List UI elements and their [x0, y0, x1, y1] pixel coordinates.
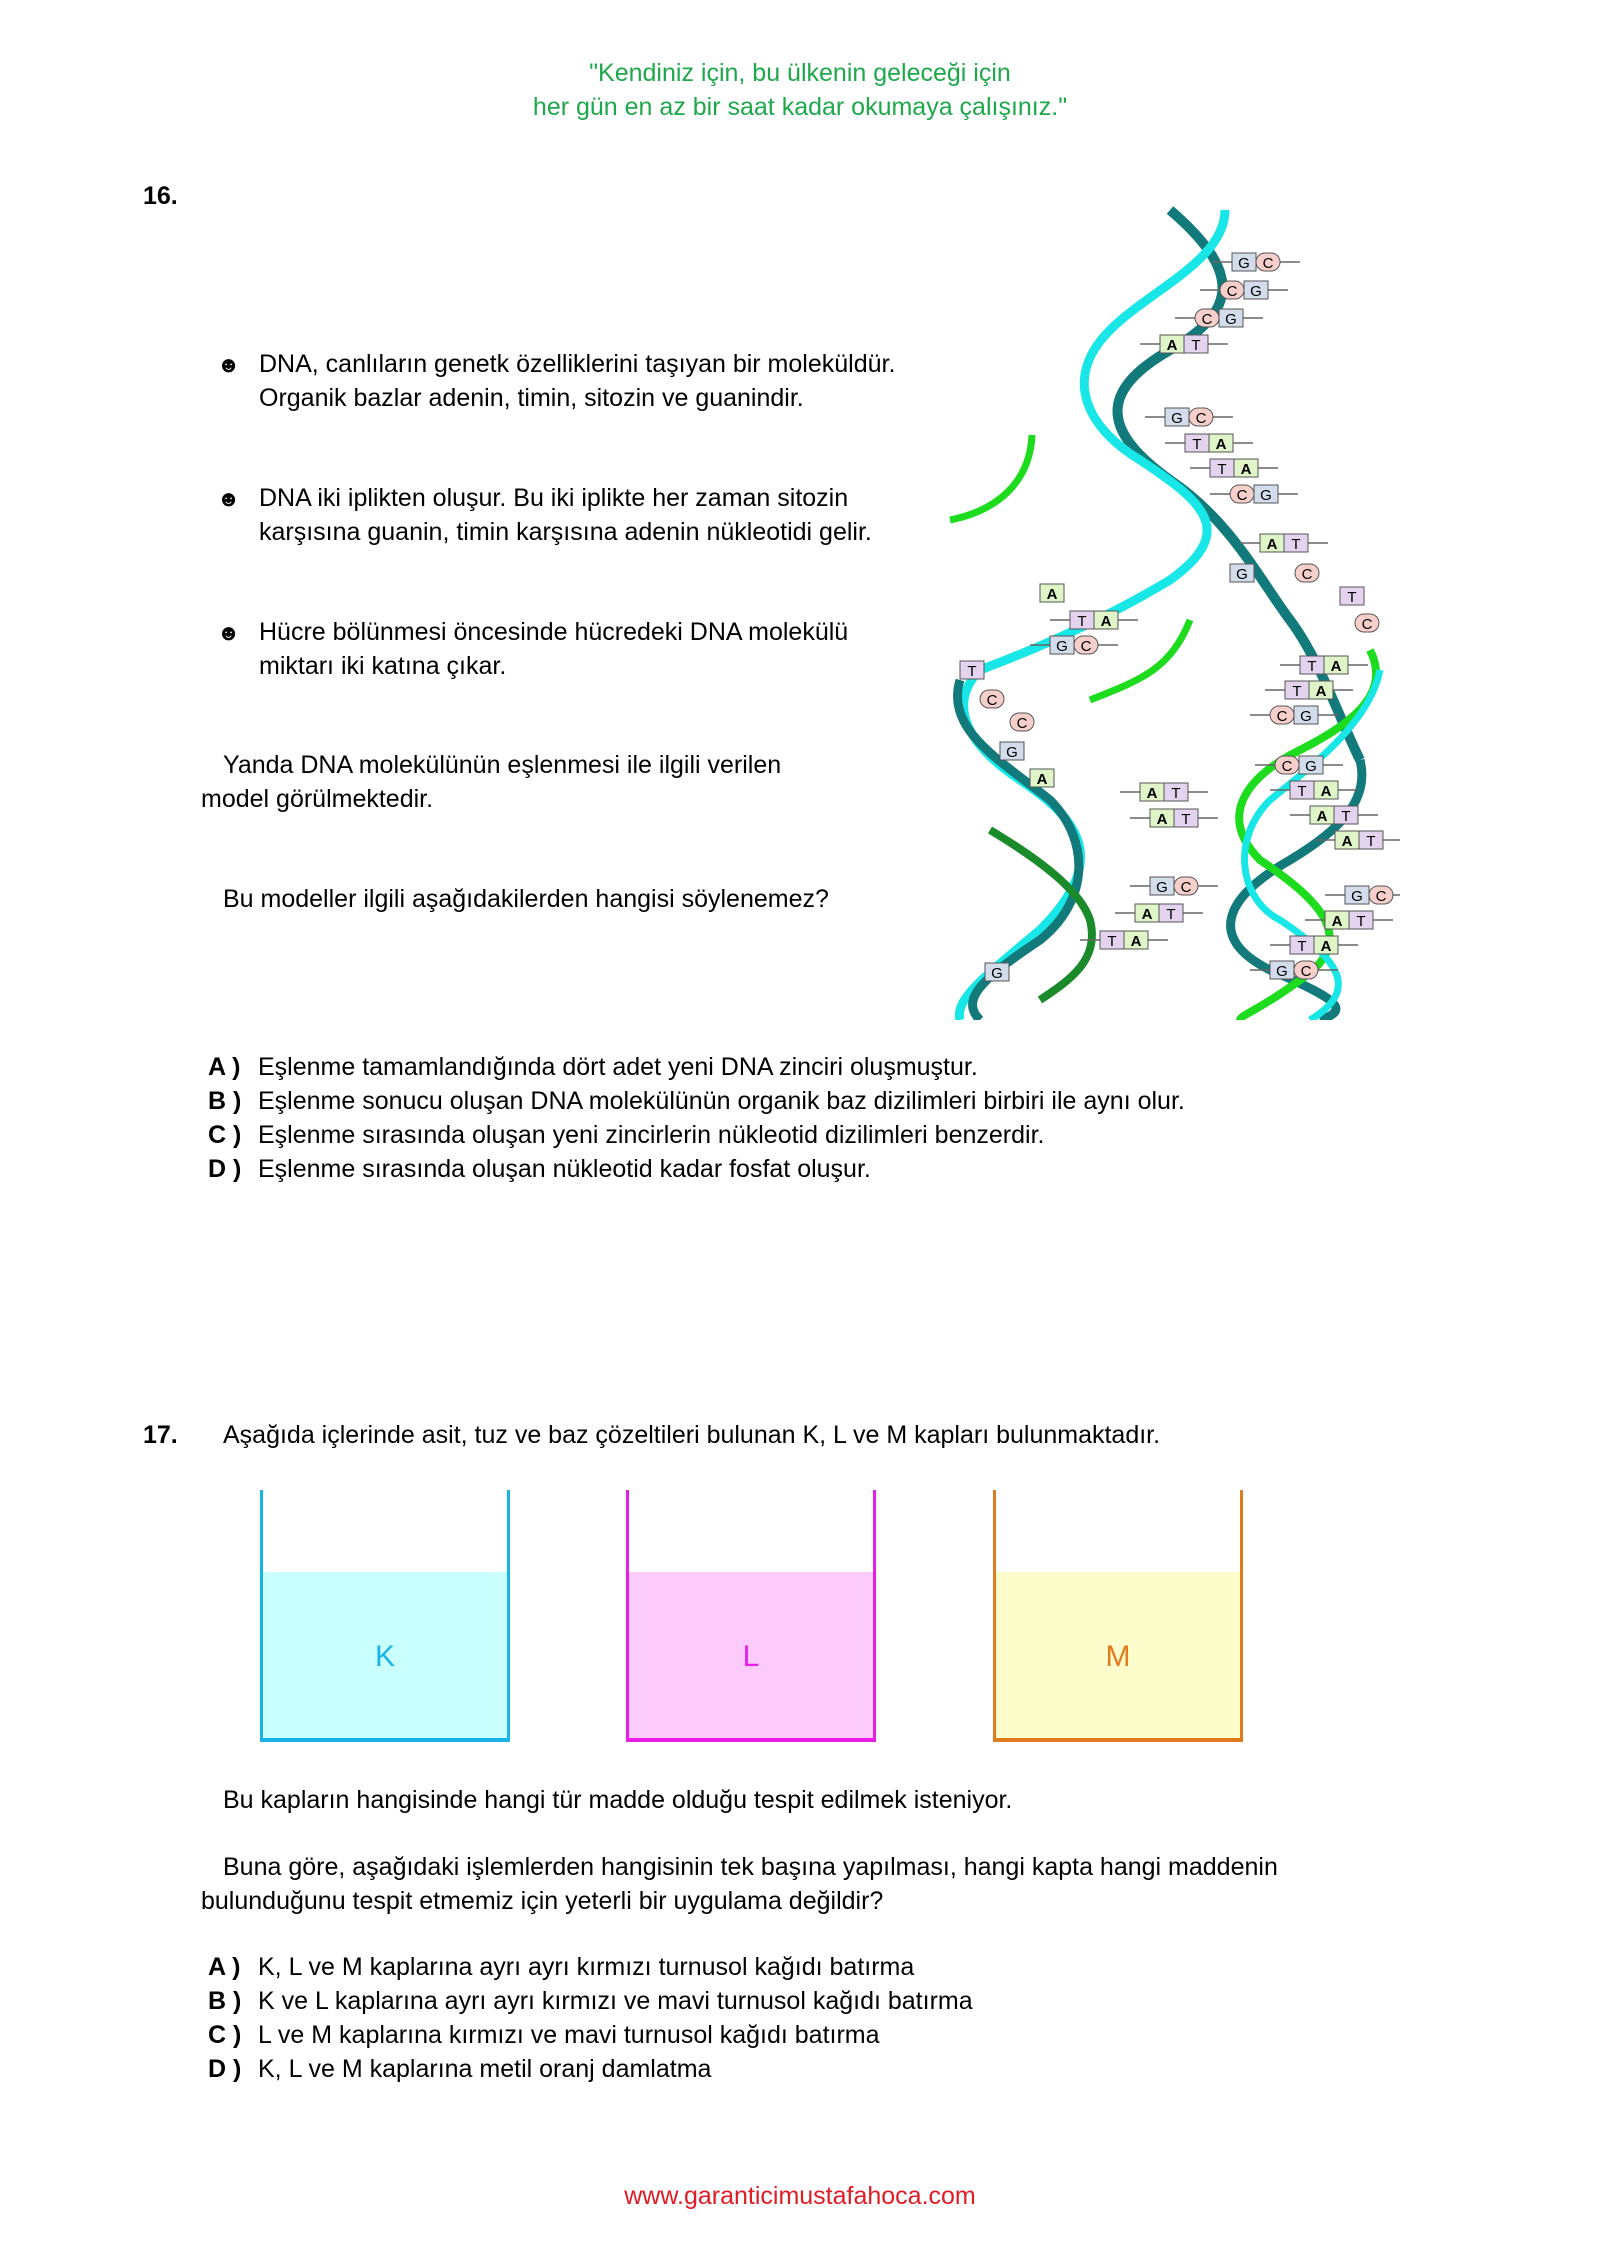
motto-line-1: "Kendiniz için, bu ülkenin geleceği için	[589, 59, 1011, 87]
svg-text:A: A	[1215, 436, 1227, 453]
nucleotide-a	[1124, 931, 1148, 950]
nucleotide-g	[1254, 485, 1278, 504]
svg-text:C: C	[1301, 566, 1313, 583]
svg-text:A: A	[1320, 938, 1332, 955]
nucleotide-g	[1232, 253, 1256, 272]
q17-option-a[interactable]	[208, 1950, 973, 1984]
q16-bullet-3-line-1: Hücre bölünmesi öncesinde hücredeki DNA molekülü	[259, 618, 849, 646]
svg-text:A: A	[1036, 771, 1048, 788]
nucleotide-g	[1230, 564, 1254, 583]
nucleotide-g	[1270, 961, 1294, 980]
q17-question-line-2: bulunduğunu tespit etmemiz için yeterli bir uygulama değildir?	[201, 1887, 884, 1915]
svg-text:G: G	[1056, 638, 1068, 655]
nucleotide-t	[1185, 434, 1209, 453]
svg-text:C: C	[1361, 616, 1373, 633]
nucleotide-a	[1094, 611, 1118, 630]
q16-option-a[interactable]	[208, 1050, 1185, 1084]
svg-text:T: T	[1291, 536, 1301, 553]
svg-text:T: T	[1366, 833, 1376, 850]
svg-text:C: C	[1236, 487, 1248, 504]
q16-bullet-3-line-2: miktarı iki katına çıkar.	[259, 652, 507, 680]
q16-bullet-2-line-2: karşısına guanin, timin karşısına adenin nükleotidi gelir.	[259, 518, 872, 546]
svg-text:A: A	[1316, 808, 1328, 825]
option-letter: B )	[208, 1087, 242, 1115]
nucleotide-g	[1244, 281, 1268, 300]
svg-text:C: C	[1016, 715, 1028, 732]
nucleotide-c	[1256, 253, 1280, 272]
svg-text:A: A	[1130, 933, 1142, 950]
beaker-k	[260, 1490, 510, 1742]
question-17-number: 17.	[143, 1421, 178, 1449]
beaker-m	[993, 1490, 1243, 1742]
question-16-number: 16.	[143, 182, 178, 210]
svg-text:A: A	[1100, 613, 1112, 630]
nucleotide-c	[1010, 713, 1034, 732]
option-text: K, L ve M kaplarına ayrı ayrı kırmızı turnusol kağıdı batırma	[258, 1953, 915, 1981]
beaker-l	[626, 1490, 876, 1742]
option-letter: B )	[208, 1987, 242, 2015]
q16-bullet-2	[217, 481, 872, 549]
footer-website-link[interactable]: www.garanticimustafahoca.com	[624, 2182, 976, 2210]
svg-text:A: A	[1330, 658, 1342, 675]
nucleotide-t	[1159, 904, 1183, 923]
svg-text:T: T	[1171, 785, 1181, 802]
q16-intro-line-1: Yanda DNA molekülünün eşlenmesi ile ilgili verilen	[223, 751, 782, 779]
nucleotide-t	[1340, 587, 1364, 606]
nucleotide-g	[1000, 742, 1024, 761]
option-letter: D )	[208, 2055, 242, 2083]
smiley-bullet-icon: ☻	[217, 620, 241, 645]
nucleotide-c	[1295, 564, 1319, 583]
svg-text:C: C	[1180, 879, 1192, 896]
nucleotide-t	[1174, 809, 1198, 828]
svg-text:G: G	[1250, 283, 1262, 300]
svg-text:C: C	[1276, 708, 1288, 725]
svg-text:T: T	[1297, 938, 1307, 955]
q17-option-b[interactable]	[208, 1984, 973, 2018]
nucleotide-c	[1174, 877, 1198, 896]
option-text: K ve L kaplarına ayrı ayrı kırmızı ve mavi turnusol kağıdı batırma	[258, 1987, 973, 2015]
svg-text:A: A	[1240, 461, 1252, 478]
motto-line-2: her gün en az bir saat kadar okumaya çalışınız."	[532, 93, 1068, 121]
svg-text:C: C	[1262, 255, 1274, 272]
svg-text:C: C	[1080, 638, 1092, 655]
q17-intro: Aşağıda içlerinde asit, tuz ve baz çözeltileri bulunan K, L ve M kapları bulunmaktadır.	[223, 1421, 1161, 1449]
nucleotide-a	[1209, 434, 1233, 453]
q16-bullet-2-line-1: DNA iki iplikten oluşur. Bu iki iplikte her zaman sitozin	[259, 484, 849, 512]
option-letter: D )	[208, 1155, 242, 1183]
beaker-label: K	[374, 1640, 395, 1673]
nucleotide-a	[1310, 806, 1334, 825]
nucleotide-t	[1334, 806, 1358, 825]
svg-text:T: T	[1181, 811, 1191, 828]
nucleotide-g	[1299, 756, 1323, 775]
svg-text:A: A	[1146, 785, 1158, 802]
nucleotide-t	[960, 661, 984, 680]
svg-text:A: A	[1266, 536, 1278, 553]
dna-base-pairs	[960, 253, 1400, 982]
svg-text:T: T	[1166, 906, 1176, 923]
svg-text:T: T	[1341, 808, 1351, 825]
nucleotide-g	[1150, 877, 1174, 896]
svg-text:C: C	[1195, 410, 1207, 427]
q16-options	[208, 1050, 1185, 1186]
q16-option-c[interactable]	[208, 1118, 1185, 1152]
svg-text:C: C	[1226, 283, 1238, 300]
nucleotide-c	[1275, 756, 1299, 775]
nucleotide-c	[1294, 961, 1318, 980]
nucleotide-g	[1219, 309, 1243, 328]
nucleotide-t	[1290, 936, 1314, 955]
beaker-label: L	[742, 1640, 760, 1673]
nucleotide-t	[1284, 534, 1308, 553]
nucleotide-g	[1345, 886, 1369, 905]
nucleotide-a	[1324, 656, 1348, 675]
q17-question-line-1: Buna göre, aşağıdaki işlemlerden hangisinin tek başına yapılması, hangi kapta hangi maddenin	[223, 1853, 1278, 1881]
nucleotide-t	[1300, 656, 1324, 675]
nucleotide-c	[1230, 485, 1254, 504]
nucleotide-c	[1355, 614, 1379, 633]
svg-text:G: G	[1351, 888, 1363, 905]
option-text: Eşlenme sırasında oluşan nükleotid kadar fosfat oluşur.	[258, 1155, 871, 1183]
option-text: Eşlenme sonucu oluşan DNA molekülünün organik baz dizilimleri birbiri ile aynı olur.	[258, 1087, 1185, 1115]
svg-text:T: T	[1297, 783, 1307, 800]
nucleotide-t	[1210, 459, 1234, 478]
nucleotide-g	[1165, 408, 1189, 427]
option-letter: C )	[208, 1121, 242, 1149]
nucleotide-t	[1290, 781, 1314, 800]
nucleotide-c	[1074, 636, 1098, 655]
svg-text:G: G	[1300, 708, 1312, 725]
nucleotide-c	[980, 690, 1004, 709]
q17-options	[208, 1950, 973, 2086]
nucleotide-t	[1100, 931, 1124, 950]
svg-text:G: G	[991, 965, 1003, 982]
svg-text:G: G	[1006, 744, 1018, 761]
svg-text:A: A	[1331, 913, 1343, 930]
svg-text:A: A	[1166, 337, 1178, 354]
q16-bullet-1-line-1: DNA, canlıların genetk özelliklerini taşıyan bir moleküldür.	[259, 350, 896, 378]
q16-intro	[201, 748, 781, 816]
nucleotide-a	[1030, 769, 1054, 788]
q17-option-c[interactable]	[208, 2018, 973, 2052]
svg-text:G: G	[1260, 487, 1272, 504]
dna-replication-diagram	[940, 200, 1400, 1020]
option-text: L ve M kaplarına kırmızı ve mavi turnusol kağıdı batırma	[258, 2021, 880, 2049]
q16-option-b[interactable]	[208, 1084, 1185, 1118]
svg-text:T: T	[1292, 683, 1302, 700]
option-letter: A )	[208, 1953, 241, 1981]
svg-text:T: T	[967, 663, 977, 680]
svg-text:G: G	[1225, 311, 1237, 328]
nucleotide-a	[1160, 335, 1184, 354]
svg-text:C: C	[1375, 888, 1387, 905]
nucleotide-t	[1184, 335, 1208, 354]
nucleotide-g	[985, 963, 1009, 982]
svg-text:T: T	[1077, 613, 1087, 630]
svg-text:A: A	[1141, 906, 1153, 923]
q16-bullet-3	[217, 615, 848, 683]
q17-statement: Bu kapların hangisinde hangi tür madde olduğu tespit edilmek isteniyor.	[223, 1786, 1013, 1814]
nucleotide-t	[1359, 831, 1383, 850]
nucleotide-a	[1309, 681, 1333, 700]
q16-bullet-1	[217, 347, 895, 415]
nucleotide-a	[1140, 783, 1164, 802]
smiley-bullet-icon: ☻	[217, 352, 241, 377]
replication-arrow	[1090, 620, 1190, 700]
svg-text:T: T	[1217, 461, 1227, 478]
nucleotide-c	[1369, 886, 1393, 905]
q16-option-d[interactable]	[208, 1152, 1185, 1186]
nucleotide-a	[1135, 904, 1159, 923]
nucleotide-a	[1314, 781, 1338, 800]
smiley-bullet-icon: ☻	[217, 486, 241, 511]
svg-text:T: T	[1107, 933, 1117, 950]
nucleotide-a	[1234, 459, 1258, 478]
q17-question	[201, 1850, 1278, 1918]
svg-text:G: G	[1305, 758, 1317, 775]
nucleotide-t	[1349, 911, 1373, 930]
option-letter: A )	[208, 1053, 241, 1081]
option-text: Eşlenme tamamlandığında dört adet yeni DNA zinciri oluşmuştur.	[258, 1053, 978, 1081]
nucleotide-c	[1195, 309, 1219, 328]
svg-text:C: C	[1300, 963, 1312, 980]
nucleotide-t	[1164, 783, 1188, 802]
dna-strands	[950, 210, 1380, 1020]
svg-text:C: C	[1281, 758, 1293, 775]
svg-text:C: C	[986, 692, 998, 709]
svg-text:G: G	[1171, 410, 1183, 427]
svg-text:G: G	[1236, 566, 1248, 583]
beakers-figure	[240, 1480, 1260, 1760]
nucleotide-a	[1150, 809, 1174, 828]
nucleotide-a	[1335, 831, 1359, 850]
svg-text:A: A	[1315, 683, 1327, 700]
nucleotide-c	[1189, 408, 1213, 427]
svg-text:A: A	[1341, 833, 1353, 850]
svg-text:T: T	[1192, 436, 1202, 453]
svg-text:T: T	[1191, 337, 1201, 354]
nucleotide-t	[1070, 611, 1094, 630]
nucleotide-g	[1050, 636, 1074, 655]
q16-question: Bu modeller ilgili aşağıdakilerden hangisi söylenemez?	[223, 885, 829, 913]
nucleotide-a	[1040, 584, 1064, 603]
q16-intro-line-2: model görülmektedir.	[201, 785, 434, 813]
svg-text:G: G	[1156, 879, 1168, 896]
nucleotide-c	[1220, 281, 1244, 300]
svg-text:T: T	[1347, 589, 1357, 606]
svg-text:T: T	[1307, 658, 1317, 675]
nucleotide-g	[1294, 706, 1318, 725]
nucleotide-c	[1270, 706, 1294, 725]
svg-text:C: C	[1201, 311, 1213, 328]
beaker-label: M	[1105, 1640, 1131, 1673]
svg-text:G: G	[1238, 255, 1250, 272]
svg-text:G: G	[1276, 963, 1288, 980]
option-text: Eşlenme sırasında oluşan yeni zincirlerin nükleotid dizilimleri benzerdir.	[258, 1121, 1045, 1149]
option-letter: C )	[208, 2021, 242, 2049]
nucleotide-t	[1285, 681, 1309, 700]
svg-text:A: A	[1156, 811, 1168, 828]
motto-quote	[0, 56, 1600, 124]
option-text: K, L ve M kaplarına metil oranj damlatma	[258, 2055, 712, 2083]
replication-arrow	[950, 435, 1032, 520]
nucleotide-a	[1314, 936, 1338, 955]
nucleotide-a	[1260, 534, 1284, 553]
svg-text:A: A	[1046, 586, 1058, 603]
svg-text:T: T	[1356, 913, 1366, 930]
q17-option-d[interactable]	[208, 2052, 973, 2086]
svg-text:A: A	[1320, 783, 1332, 800]
q16-bullet-1-line-2: Organik bazlar adenin, timin, sitozin ve guanindir.	[259, 384, 804, 412]
nucleotide-a	[1325, 911, 1349, 930]
